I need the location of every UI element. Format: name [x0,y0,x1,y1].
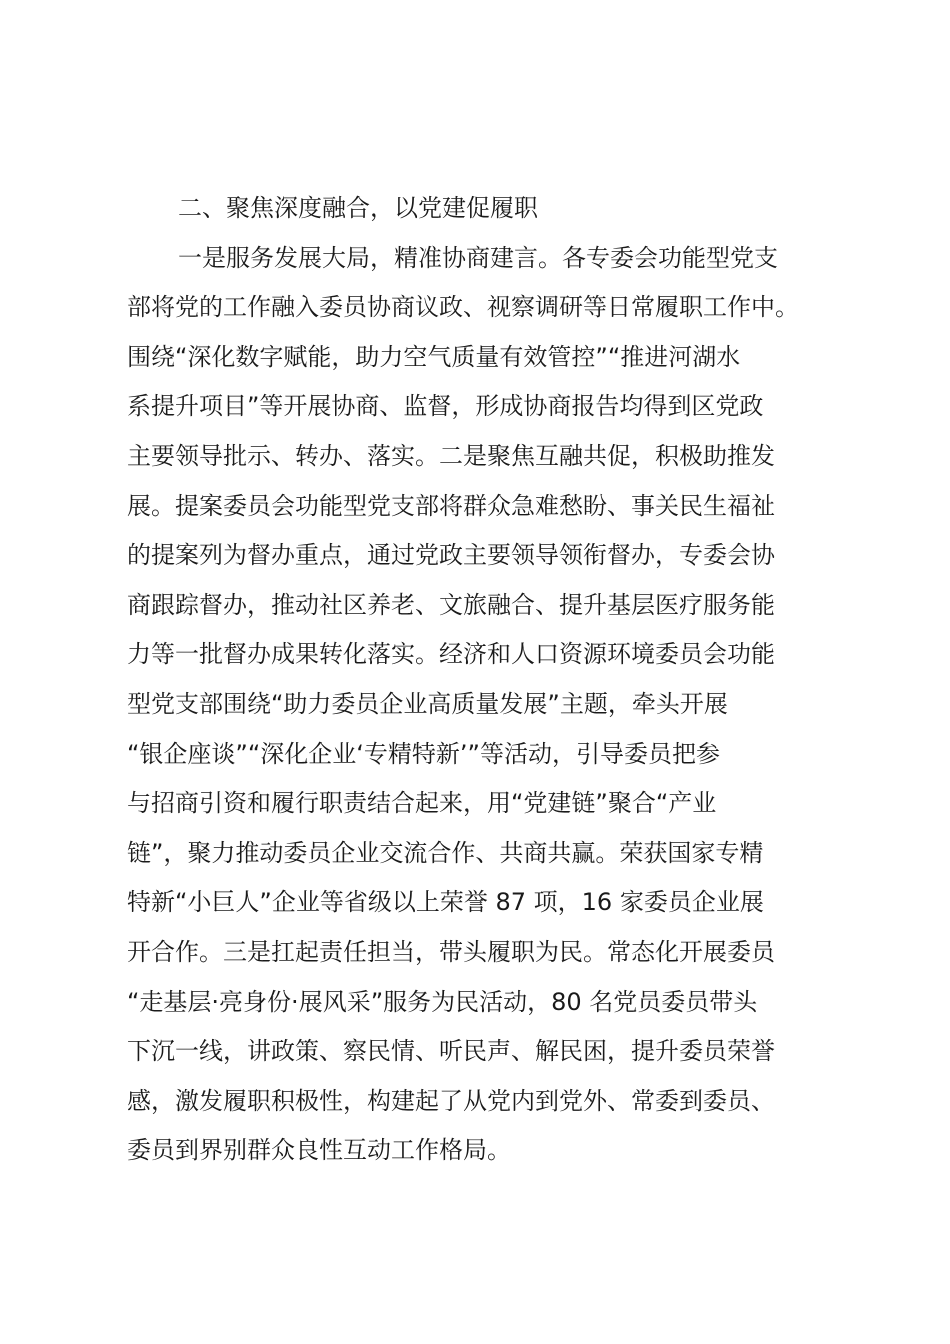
paragraph-line: 商跟踪督办，推动社区养老、文旅融合、提升基层医疗服务能 [127,590,775,619]
paragraph-line: “走基层·亮身份·展风采”服务为民活动，80 名党员委员带头 [127,987,758,1016]
paragraph-line: 主要领导批示、转办、落实。二是聚焦互融共促，积极助推发 [127,441,775,470]
paragraph-line: 系提升项目”等开展协商、监督，形成协商报告均得到区党政 [127,392,764,421]
paragraph-line: 委员到界别群众良性互动工作格局。 [127,1136,511,1165]
paragraph-line: 展。提案委员会功能型党支部将群众急难愁盼、事关民生福祉 [127,491,775,520]
paragraph-line: 开合作。三是扛起责任担当，带头履职为民。常态化开展委员 [127,937,775,966]
paragraph-line: 部将党的工作融入委员协商议政、视察调研等日常履职工作中。 [127,293,799,322]
paragraph-line: 的提案列为督办重点，通过党政主要领导领衔督办，专委会协 [127,541,775,570]
paragraph-line: 与招商引资和履行职责结合起来，用“党建链”聚合“产业 [127,789,717,818]
paragraph-line: 下沉一线，讲政策、察民情、听民声、解民困，提升委员荣誉 [127,1037,775,1066]
paragraph-line: 力等一批督办成果转化落实。经济和人口资源环境委员会功能 [127,640,775,669]
document-body [127,184,847,1176]
section-heading: 二、聚焦深度融合，以党建促履职 [178,194,538,222]
paragraph-line: 特新“小巨人”企业等省级以上荣誉 87 项，16 家委员企业展 [127,888,764,917]
paragraph-line: 型党支部围绕“助力委员企业高质量发展”主题，牵头开展 [127,689,728,718]
paragraph-line: “银企座谈”“深化企业‘专精特新’”等活动，引导委员把参 [127,739,720,768]
paragraph-line: 链”，聚力推动委员企业交流合作、共商共赢。荣获国家专精 [127,838,764,867]
paragraph-line: 一是服务发展大局，精准协商建言。各专委会功能型党支 [178,243,778,272]
paragraph-line: 围绕“深化数字赋能，助力空气质量有效管控”“推进河湖水 [127,342,741,371]
paragraph-line: 感，激发履职积极性，构建起了从党内到党外、常委到委员、 [127,1086,775,1115]
